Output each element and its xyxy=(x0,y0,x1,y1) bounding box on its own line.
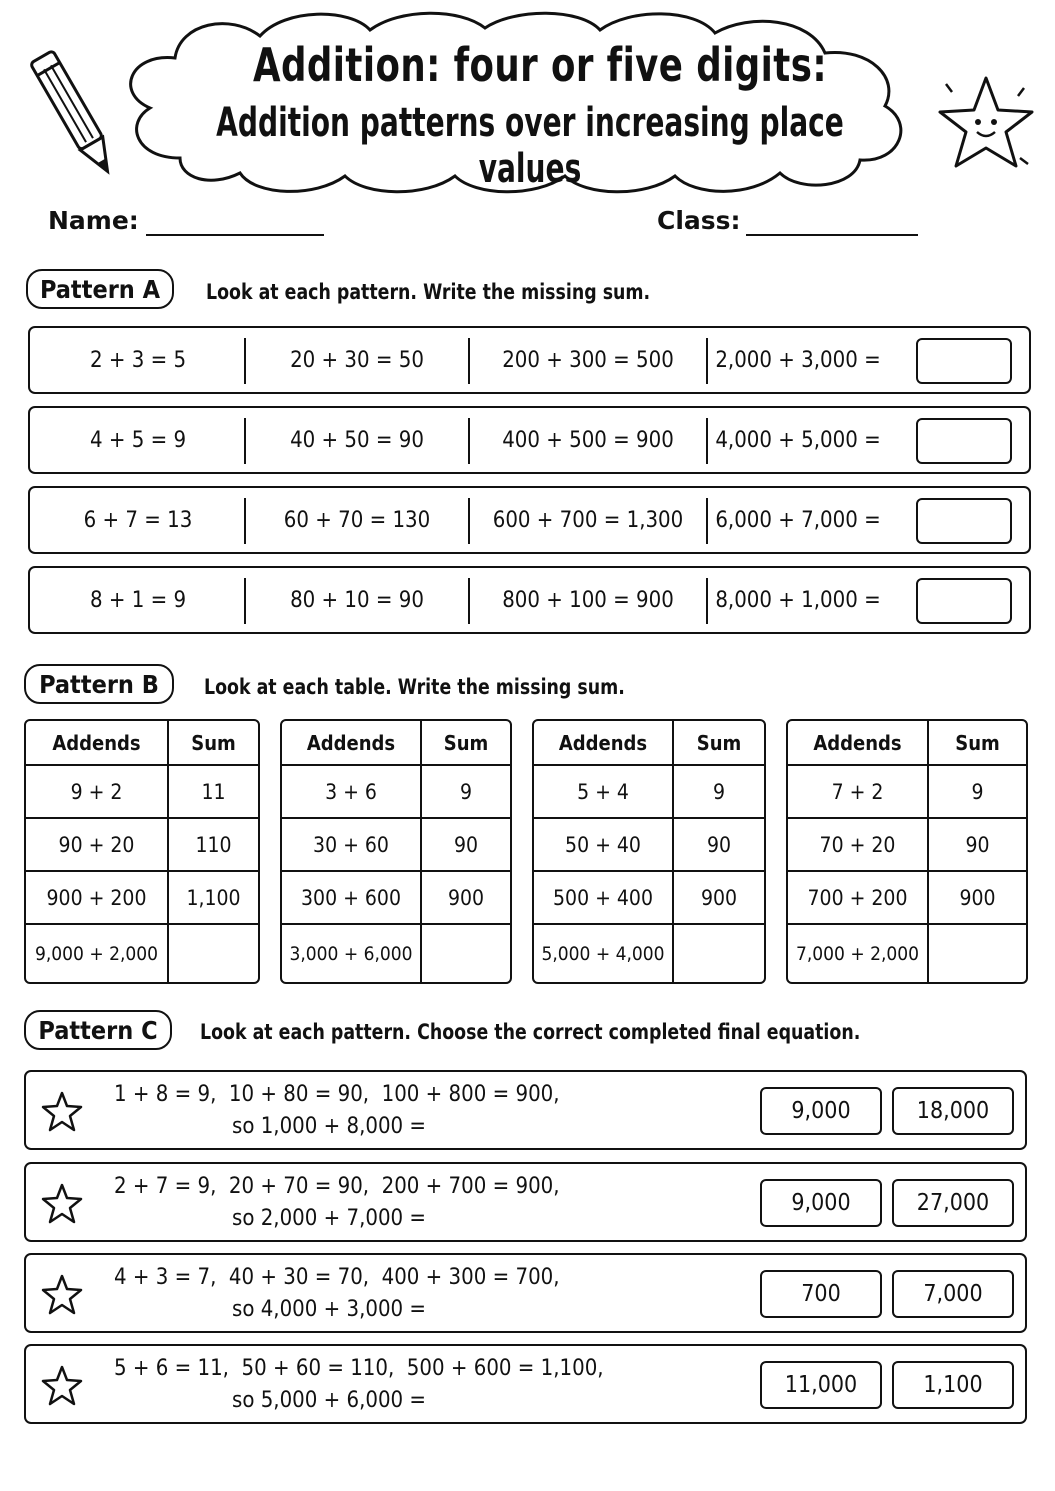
pattern-c-sequence: 5 + 6 = 11, 50 + 60 = 110, 500 + 600 = 1,100, xyxy=(114,1356,604,1381)
table-row xyxy=(26,925,258,982)
pattern-c-sequence: 4 + 3 = 7, 40 + 30 = 70, 400 + 300 = 700, xyxy=(114,1265,560,1290)
table-row xyxy=(26,819,258,872)
pattern-a-question: 4,000 + 5,000 = xyxy=(715,427,881,453)
addends-header: Addends xyxy=(534,721,674,766)
pattern-c-question: so 1,000 + 8,000 = xyxy=(232,1114,427,1139)
divider xyxy=(244,418,246,464)
divider xyxy=(706,578,708,624)
pattern-a-row xyxy=(28,406,1031,474)
star-icon xyxy=(40,1273,84,1315)
divider xyxy=(468,338,470,384)
answer-box[interactable] xyxy=(916,498,1012,544)
addends-header: Addends xyxy=(788,721,929,766)
sum-cell: 110 xyxy=(169,819,258,872)
answer-choice-button[interactable]: 9,000 xyxy=(760,1179,882,1227)
table-row xyxy=(282,872,510,925)
table-row xyxy=(788,819,1026,872)
table-row xyxy=(788,872,1026,925)
addends-cell: 3,000 + 6,000 xyxy=(282,925,422,982)
sum-cell: 1,100 xyxy=(169,872,258,925)
pattern-a-question: 8,000 + 1,000 = xyxy=(715,587,881,613)
table-row xyxy=(282,766,510,819)
table-row xyxy=(282,819,510,872)
divider xyxy=(244,578,246,624)
pattern-c-row xyxy=(24,1253,1027,1333)
pattern-c-question: so 2,000 + 7,000 = xyxy=(232,1206,427,1231)
answer-choice-button[interactable]: 7,000 xyxy=(892,1270,1014,1318)
table-row xyxy=(788,925,1026,982)
pattern-c-row xyxy=(24,1344,1027,1424)
answer-choice-button[interactable]: 1,100 xyxy=(892,1361,1014,1409)
sum-answer-cell[interactable] xyxy=(422,925,510,982)
pattern-a-instruction: Look at each pattern. Write the missing sum. xyxy=(206,280,651,304)
sum-cell: 90 xyxy=(674,819,764,872)
addends-cell: 9 + 2 xyxy=(26,766,169,819)
addends-cell: 3 + 6 xyxy=(282,766,422,819)
addends-cell: 90 + 20 xyxy=(26,819,169,872)
sum-header: Sum xyxy=(169,721,258,766)
addends-cell: 500 + 400 xyxy=(534,872,674,925)
table-row xyxy=(534,925,764,982)
name-label: Name: xyxy=(48,206,139,235)
addends-cell: 700 + 200 xyxy=(788,872,929,925)
pattern-a-equation: 400 + 500 = 900 xyxy=(502,427,674,453)
addends-cell: 7,000 + 2,000 xyxy=(788,925,929,982)
pattern-c-instruction: Look at each pattern. Choose the correct completed final equation. xyxy=(200,1020,861,1044)
answer-box[interactable] xyxy=(916,418,1012,464)
pattern-a-equation: 6 + 7 = 13 xyxy=(83,507,193,533)
pattern-b-table xyxy=(532,719,766,984)
divider xyxy=(706,498,708,544)
pattern-c-row xyxy=(24,1070,1027,1150)
pattern-a-equation: 8 + 1 = 9 xyxy=(89,587,187,613)
sum-cell: 9 xyxy=(422,766,510,819)
addends-cell: 5,000 + 4,000 xyxy=(534,925,674,982)
sum-cell: 90 xyxy=(422,819,510,872)
divider xyxy=(244,498,246,544)
addends-header: Addends xyxy=(26,721,169,766)
table-row xyxy=(26,872,258,925)
pattern-c-question: so 4,000 + 3,000 = xyxy=(232,1297,427,1322)
pattern-c-sequence: 2 + 7 = 9, 20 + 70 = 90, 200 + 700 = 900, xyxy=(114,1174,560,1199)
pattern-b-tag: Pattern B xyxy=(24,664,174,704)
class-label: Class: xyxy=(657,206,741,235)
table-row xyxy=(282,925,510,982)
smiling-star-icon xyxy=(928,70,1043,175)
addends-cell: 9,000 + 2,000 xyxy=(26,925,169,982)
sum-cell: 9 xyxy=(929,766,1026,819)
pattern-a-question: 2,000 + 3,000 = xyxy=(715,347,881,373)
divider xyxy=(468,418,470,464)
pattern-a-equation: 4 + 5 = 9 xyxy=(89,427,187,453)
name-field[interactable] xyxy=(146,234,324,236)
pattern-a-equation: 800 + 100 = 900 xyxy=(502,587,674,613)
addends-header: Addends xyxy=(282,721,422,766)
sum-cell: 9 xyxy=(674,766,764,819)
addends-cell: 50 + 40 xyxy=(534,819,674,872)
sum-cell: 90 xyxy=(929,819,1026,872)
addends-cell: 7 + 2 xyxy=(788,766,929,819)
sum-cell: 900 xyxy=(674,872,764,925)
star-icon xyxy=(40,1182,84,1224)
sum-cell: 900 xyxy=(929,872,1026,925)
divider xyxy=(706,338,708,384)
table-row xyxy=(534,766,764,819)
pattern-a-row xyxy=(28,326,1031,394)
worksheet-title: Addition: four or five digits: xyxy=(253,38,827,92)
pattern-a-row xyxy=(28,486,1031,554)
pattern-a-equation: 60 + 70 = 130 xyxy=(283,507,431,533)
pencil-icon xyxy=(30,40,120,190)
pattern-c-sequence: 1 + 8 = 9, 10 + 80 = 90, 100 + 800 = 900, xyxy=(114,1082,560,1107)
divider xyxy=(468,498,470,544)
pattern-a-equation: 20 + 30 = 50 xyxy=(290,347,424,373)
class-field[interactable] xyxy=(746,234,918,236)
sum-header: Sum xyxy=(929,721,1026,766)
table-row xyxy=(26,766,258,819)
answer-box[interactable] xyxy=(916,338,1012,384)
divider xyxy=(244,338,246,384)
sum-header: Sum xyxy=(422,721,510,766)
addends-cell: 300 + 600 xyxy=(282,872,422,925)
table-row xyxy=(534,872,764,925)
pattern-c-tag: Pattern C xyxy=(24,1010,172,1050)
divider xyxy=(468,578,470,624)
pattern-b-table xyxy=(280,719,512,984)
worksheet-subtitle: Addition patterns over increasing place values xyxy=(216,100,844,192)
pattern-a-equation: 600 + 700 = 1,300 xyxy=(492,507,684,533)
pattern-b-table xyxy=(786,719,1028,984)
answer-choice-button[interactable]: 18,000 xyxy=(892,1087,1014,1135)
pattern-a-equation: 80 + 10 = 90 xyxy=(290,587,424,613)
sum-answer-cell[interactable] xyxy=(929,925,1026,982)
answer-choice-button[interactable]: 27,000 xyxy=(892,1179,1014,1227)
pattern-a-equation: 200 + 300 = 500 xyxy=(502,347,674,373)
star-icon xyxy=(40,1364,84,1406)
sum-cell: 11 xyxy=(169,766,258,819)
pattern-a-question: 6,000 + 7,000 = xyxy=(715,507,881,533)
table-row xyxy=(534,819,764,872)
pattern-a-tag: Pattern A xyxy=(26,269,174,309)
pattern-a-equation: 40 + 50 = 90 xyxy=(290,427,424,453)
pattern-a-row xyxy=(28,566,1031,634)
answer-choice-button[interactable]: 700 xyxy=(760,1270,882,1318)
table-row xyxy=(788,766,1026,819)
sum-cell: 900 xyxy=(422,872,510,925)
sum-answer-cell[interactable] xyxy=(169,925,258,982)
divider xyxy=(706,418,708,464)
addends-cell: 70 + 20 xyxy=(788,819,929,872)
pattern-b-table xyxy=(24,719,260,984)
sum-answer-cell[interactable] xyxy=(674,925,764,982)
pattern-b-instruction: Look at each table. Write the missing sum. xyxy=(204,675,625,699)
pattern-c-row xyxy=(24,1162,1027,1242)
pattern-a-equation: 2 + 3 = 5 xyxy=(89,347,187,373)
answer-choice-button[interactable]: 11,000 xyxy=(760,1361,882,1409)
pattern-c-question: so 5,000 + 6,000 = xyxy=(232,1388,427,1413)
addends-cell: 30 + 60 xyxy=(282,819,422,872)
star-icon xyxy=(40,1090,84,1132)
sum-header: Sum xyxy=(674,721,764,766)
answer-box[interactable] xyxy=(916,578,1012,624)
answer-choice-button[interactable]: 9,000 xyxy=(760,1087,882,1135)
addends-cell: 900 + 200 xyxy=(26,872,169,925)
addends-cell: 5 + 4 xyxy=(534,766,674,819)
